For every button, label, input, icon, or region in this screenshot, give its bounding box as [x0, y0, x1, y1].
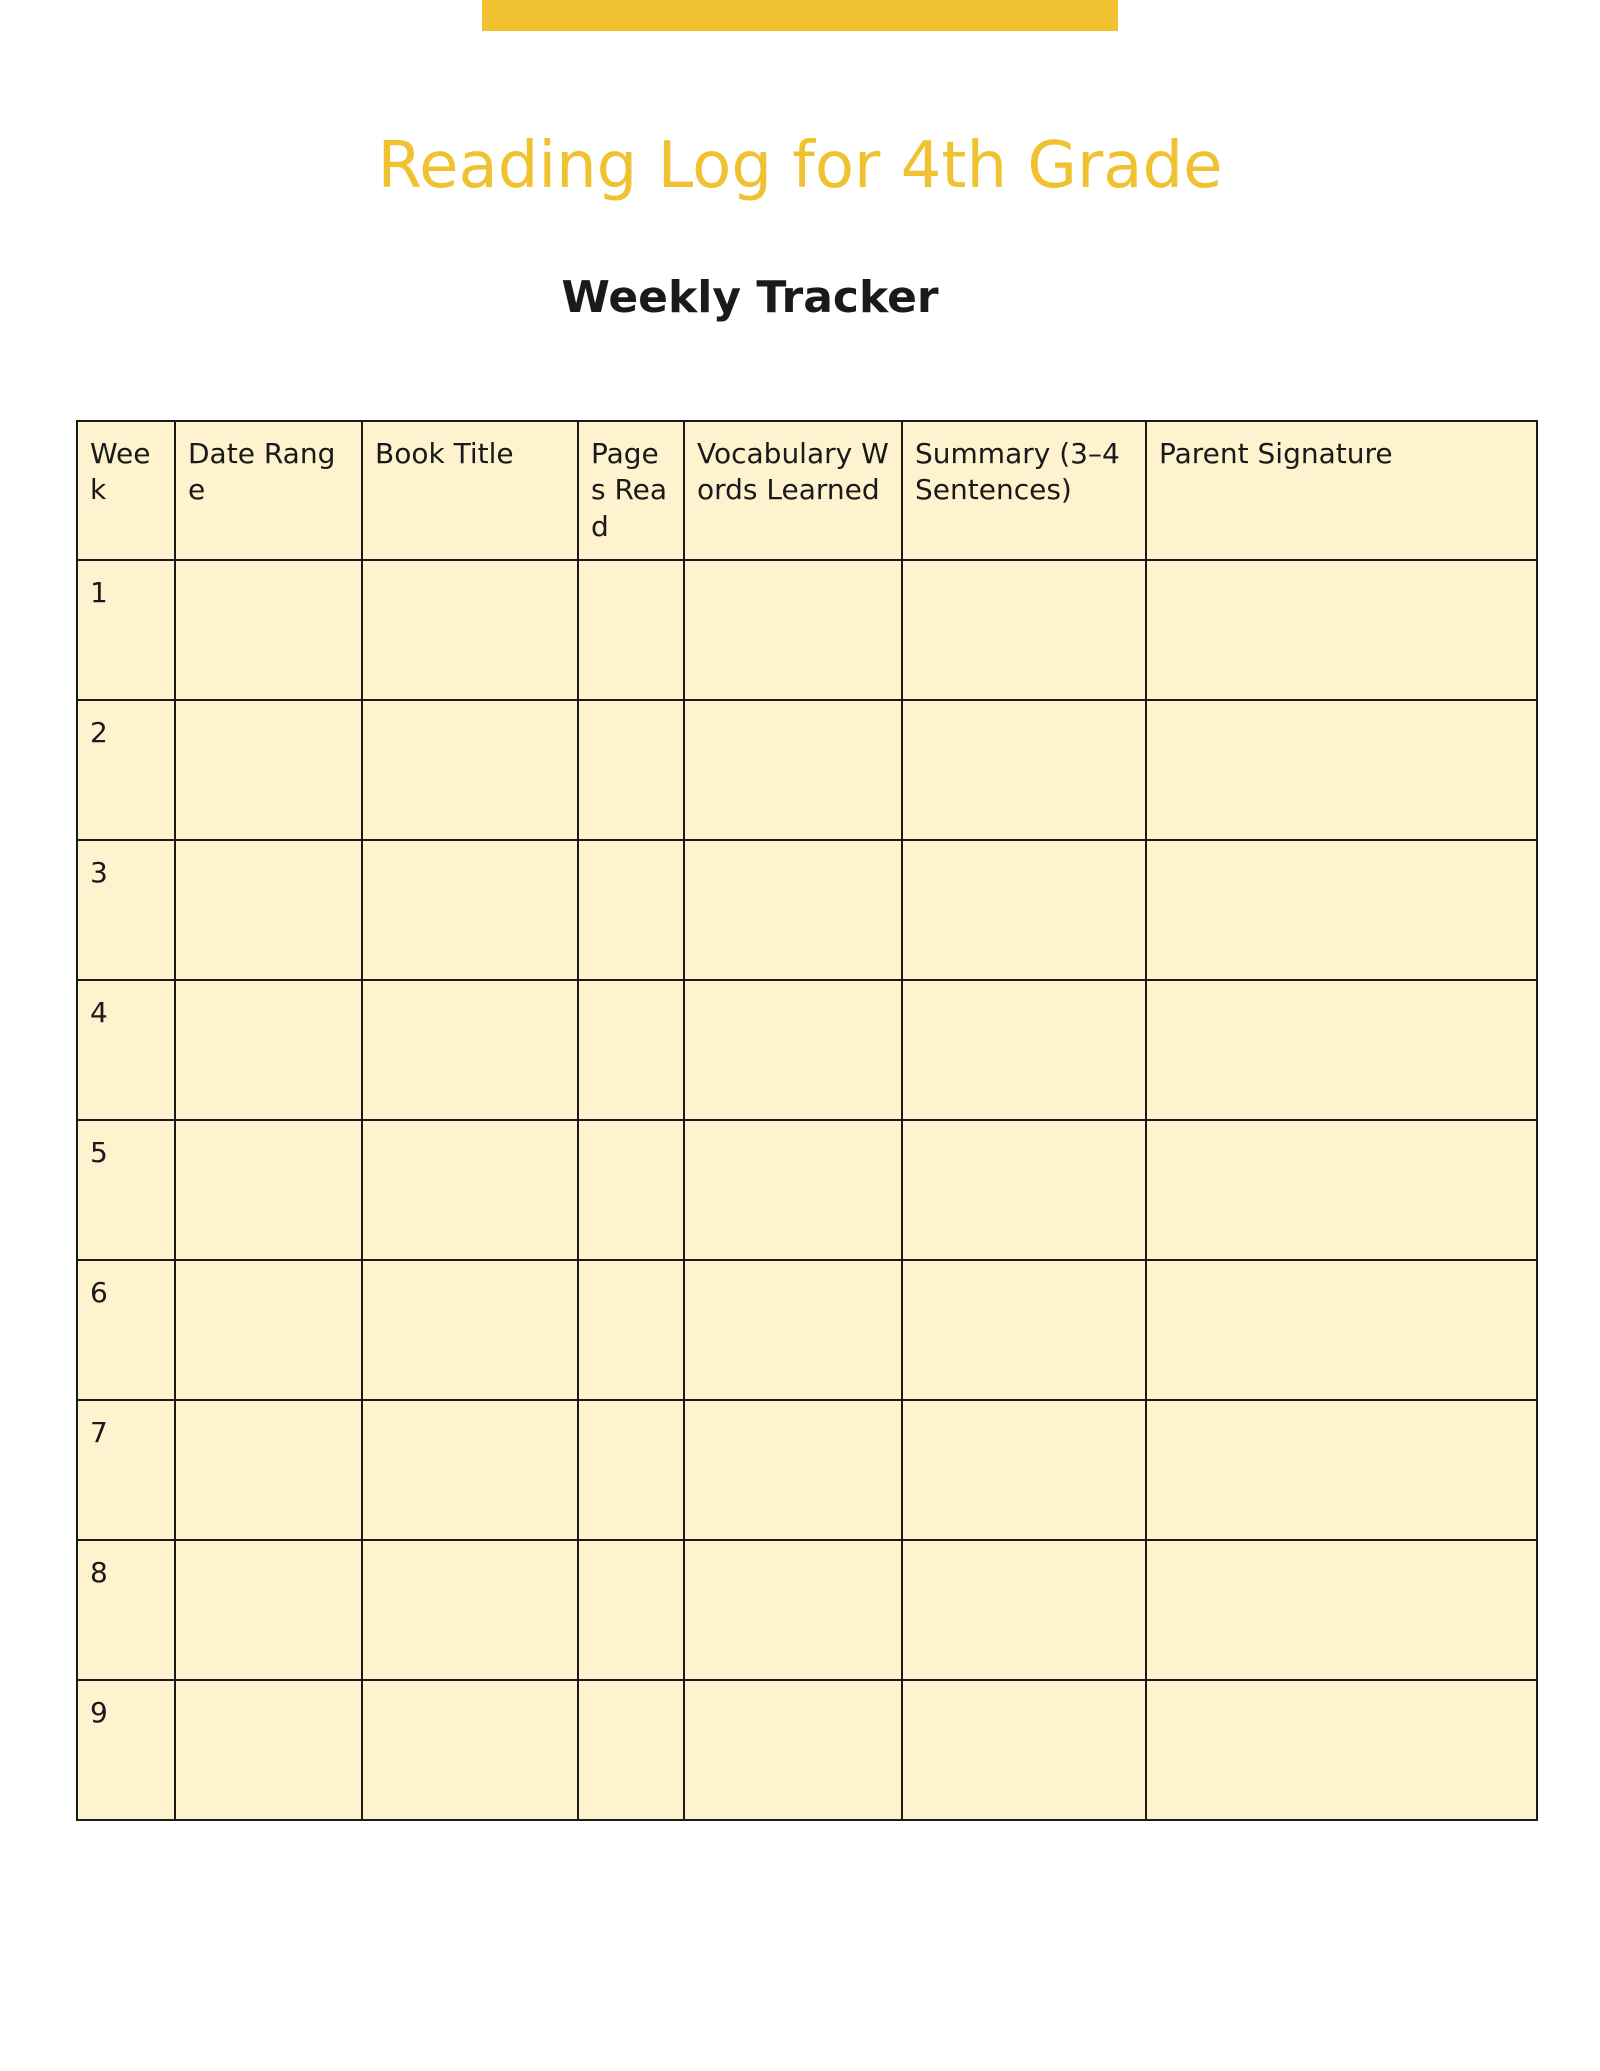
week-number-cell: 6: [77, 1260, 175, 1400]
vocabulary-cell[interactable]: [684, 1680, 902, 1820]
book-title-cell[interactable]: [362, 1540, 578, 1680]
table-row: [77, 1400, 1537, 1540]
parent-signature-cell[interactable]: [1146, 560, 1537, 700]
column-header-book-title: Book Title: [362, 421, 578, 560]
summary-cell[interactable]: [902, 1120, 1146, 1260]
date-range-cell[interactable]: [175, 560, 362, 700]
table-row: [77, 1540, 1537, 1680]
summary-cell[interactable]: [902, 1400, 1146, 1540]
date-range-cell[interactable]: [175, 1260, 362, 1400]
week-number-cell: 1: [77, 560, 175, 700]
week-number-cell: 7: [77, 1400, 175, 1540]
table-row: [77, 1260, 1537, 1400]
book-title-cell[interactable]: [362, 840, 578, 980]
table-row: [77, 1120, 1537, 1260]
parent-signature-cell[interactable]: [1146, 1540, 1537, 1680]
book-title-cell[interactable]: [362, 1120, 578, 1260]
date-range-cell[interactable]: [175, 1680, 362, 1820]
week-number-cell: 5: [77, 1120, 175, 1260]
section-subtitle: Weekly Tracker: [561, 272, 939, 323]
summary-cell[interactable]: [902, 560, 1146, 700]
book-title-cell[interactable]: [362, 560, 578, 700]
parent-signature-cell[interactable]: [1146, 1400, 1537, 1540]
summary-cell[interactable]: [902, 1680, 1146, 1820]
column-header-date-range: Date Range: [175, 421, 362, 560]
date-range-cell[interactable]: [175, 980, 362, 1120]
book-title-cell[interactable]: [362, 700, 578, 840]
date-range-cell[interactable]: [175, 1120, 362, 1260]
parent-signature-cell[interactable]: [1146, 1680, 1537, 1820]
pages-read-cell[interactable]: [578, 980, 684, 1120]
book-title-cell[interactable]: [362, 1260, 578, 1400]
week-number-cell: 3: [77, 840, 175, 980]
pages-read-cell[interactable]: [578, 1400, 684, 1540]
date-range-cell[interactable]: [175, 1400, 362, 1540]
date-range-cell[interactable]: [175, 1540, 362, 1680]
pages-read-cell[interactable]: [578, 560, 684, 700]
top-accent-bar: [482, 0, 1118, 31]
book-title-cell[interactable]: [362, 1400, 578, 1540]
pages-read-cell[interactable]: [578, 700, 684, 840]
pages-read-cell[interactable]: [578, 1540, 684, 1680]
summary-cell[interactable]: [902, 1260, 1146, 1400]
parent-signature-cell[interactable]: [1146, 980, 1537, 1120]
summary-cell[interactable]: [902, 980, 1146, 1120]
vocabulary-cell[interactable]: [684, 1400, 902, 1540]
summary-cell[interactable]: [902, 1540, 1146, 1680]
book-title-cell[interactable]: [362, 980, 578, 1120]
column-header-parent-signature: Parent Signature: [1146, 421, 1537, 560]
vocabulary-cell[interactable]: [684, 700, 902, 840]
parent-signature-cell[interactable]: [1146, 700, 1537, 840]
vocabulary-cell[interactable]: [684, 840, 902, 980]
pages-read-cell[interactable]: [578, 840, 684, 980]
reading-log-table: [76, 420, 1538, 1821]
parent-signature-cell[interactable]: [1146, 840, 1537, 980]
vocabulary-cell[interactable]: [684, 1540, 902, 1680]
book-title-cell[interactable]: [362, 1680, 578, 1820]
table-row: [77, 840, 1537, 980]
column-header-pages-read: Pages Read: [578, 421, 684, 560]
summary-cell[interactable]: [902, 700, 1146, 840]
vocabulary-cell[interactable]: [684, 980, 902, 1120]
date-range-cell[interactable]: [175, 840, 362, 980]
week-number-cell: 2: [77, 700, 175, 840]
week-number-cell: 8: [77, 1540, 175, 1680]
vocabulary-cell[interactable]: [684, 560, 902, 700]
summary-cell[interactable]: [902, 840, 1146, 980]
pages-read-cell[interactable]: [578, 1120, 684, 1260]
column-header-summary: Summary (3–4 Sentences): [902, 421, 1146, 560]
week-number-cell: 9: [77, 1680, 175, 1820]
table-row: [77, 700, 1537, 840]
table-row: [77, 560, 1537, 700]
pages-read-cell[interactable]: [578, 1680, 684, 1820]
date-range-cell[interactable]: [175, 700, 362, 840]
vocabulary-cell[interactable]: [684, 1120, 902, 1260]
column-header-week: Week: [77, 421, 175, 560]
pages-read-cell[interactable]: [578, 1260, 684, 1400]
parent-signature-cell[interactable]: [1146, 1260, 1537, 1400]
page-title: Reading Log for 4th Grade: [377, 129, 1223, 203]
week-number-cell: 4: [77, 980, 175, 1120]
column-header-vocabulary: Vocabulary Words Learned: [684, 421, 902, 560]
vocabulary-cell[interactable]: [684, 1260, 902, 1400]
table-row: [77, 1680, 1537, 1820]
parent-signature-cell[interactable]: [1146, 1120, 1537, 1260]
table-header-row: [77, 421, 1537, 560]
table-row: [77, 980, 1537, 1120]
